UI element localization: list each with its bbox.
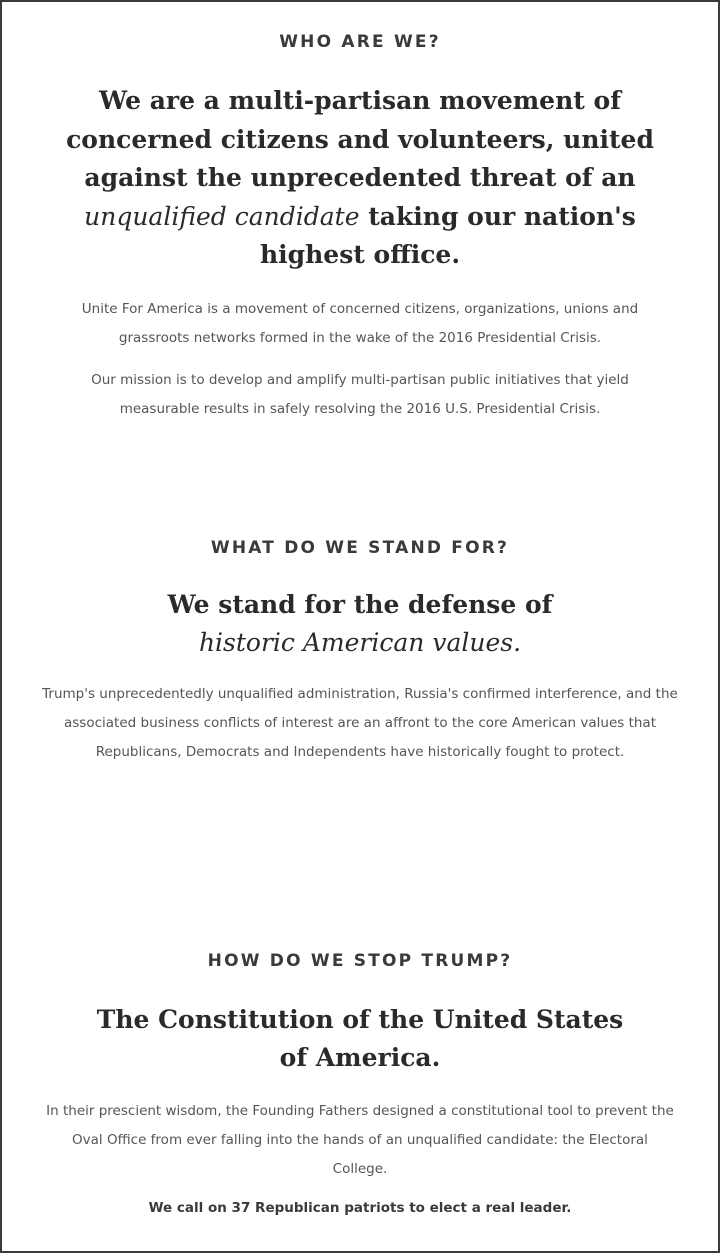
- what-we-stand-for-section: [2, 538, 718, 767]
- how-to-stop-section: [2, 951, 718, 1216]
- stand-headline-text: We stand for the defense of: [167, 590, 553, 619]
- stop-headline: The Constitution of the United States of America.: [96, 1005, 624, 1072]
- who-headline-text-1: We are a multi-partisan movement of concerned citizens and volunteers, united against the unprecedented threat of an: [66, 86, 654, 192]
- who-are-we-headline: [40, 82, 680, 275]
- stand-for-paragraph: Trump's unprecedentedly unqualified administration, Russia's confirmed interference, and the associated business conflicts of interest are an affront to the core American values that Republicans, Democrats and Independents have historically fought to protect.: [42, 686, 678, 760]
- who-are-we-eyebrow: WHO ARE WE?: [279, 32, 441, 52]
- call-to-action: We call on 37 Republican patriots to elect a real leader.: [148, 1200, 572, 1216]
- stand-for-headline: [60, 586, 660, 662]
- who-headline-text-2: taking our nation's highest office.: [259, 201, 636, 269]
- who-are-we-section: [2, 32, 718, 424]
- stand-for-eyebrow: WHAT DO WE STAND FOR?: [210, 538, 510, 558]
- who-headline-emphasis: unqualified candidate: [84, 201, 360, 231]
- stop-paragraph: In their prescient wisdom, the Founding Fathers designed a constitutional tool to prevent the Oval Office from ever falling into the hands of an unqualified candidate: the Electoral College.: [46, 1103, 674, 1177]
- who-are-we-paragraph-1: Unite For America is a movement of concerned citizens, organizations, unions and grassroots networks formed in the wake of the 2016 Presidential Crisis.: [81, 300, 639, 346]
- who-are-we-paragraph-2: Our mission is to develop and amplify multi-partisan public initiatives that yield measurable results in safely resolving the 2016 U.S. Presidential Crisis.: [91, 371, 629, 417]
- stop-eyebrow: HOW DO WE STOP TRUMP?: [207, 951, 513, 971]
- stand-headline-emphasis: historic American values.: [198, 628, 522, 657]
